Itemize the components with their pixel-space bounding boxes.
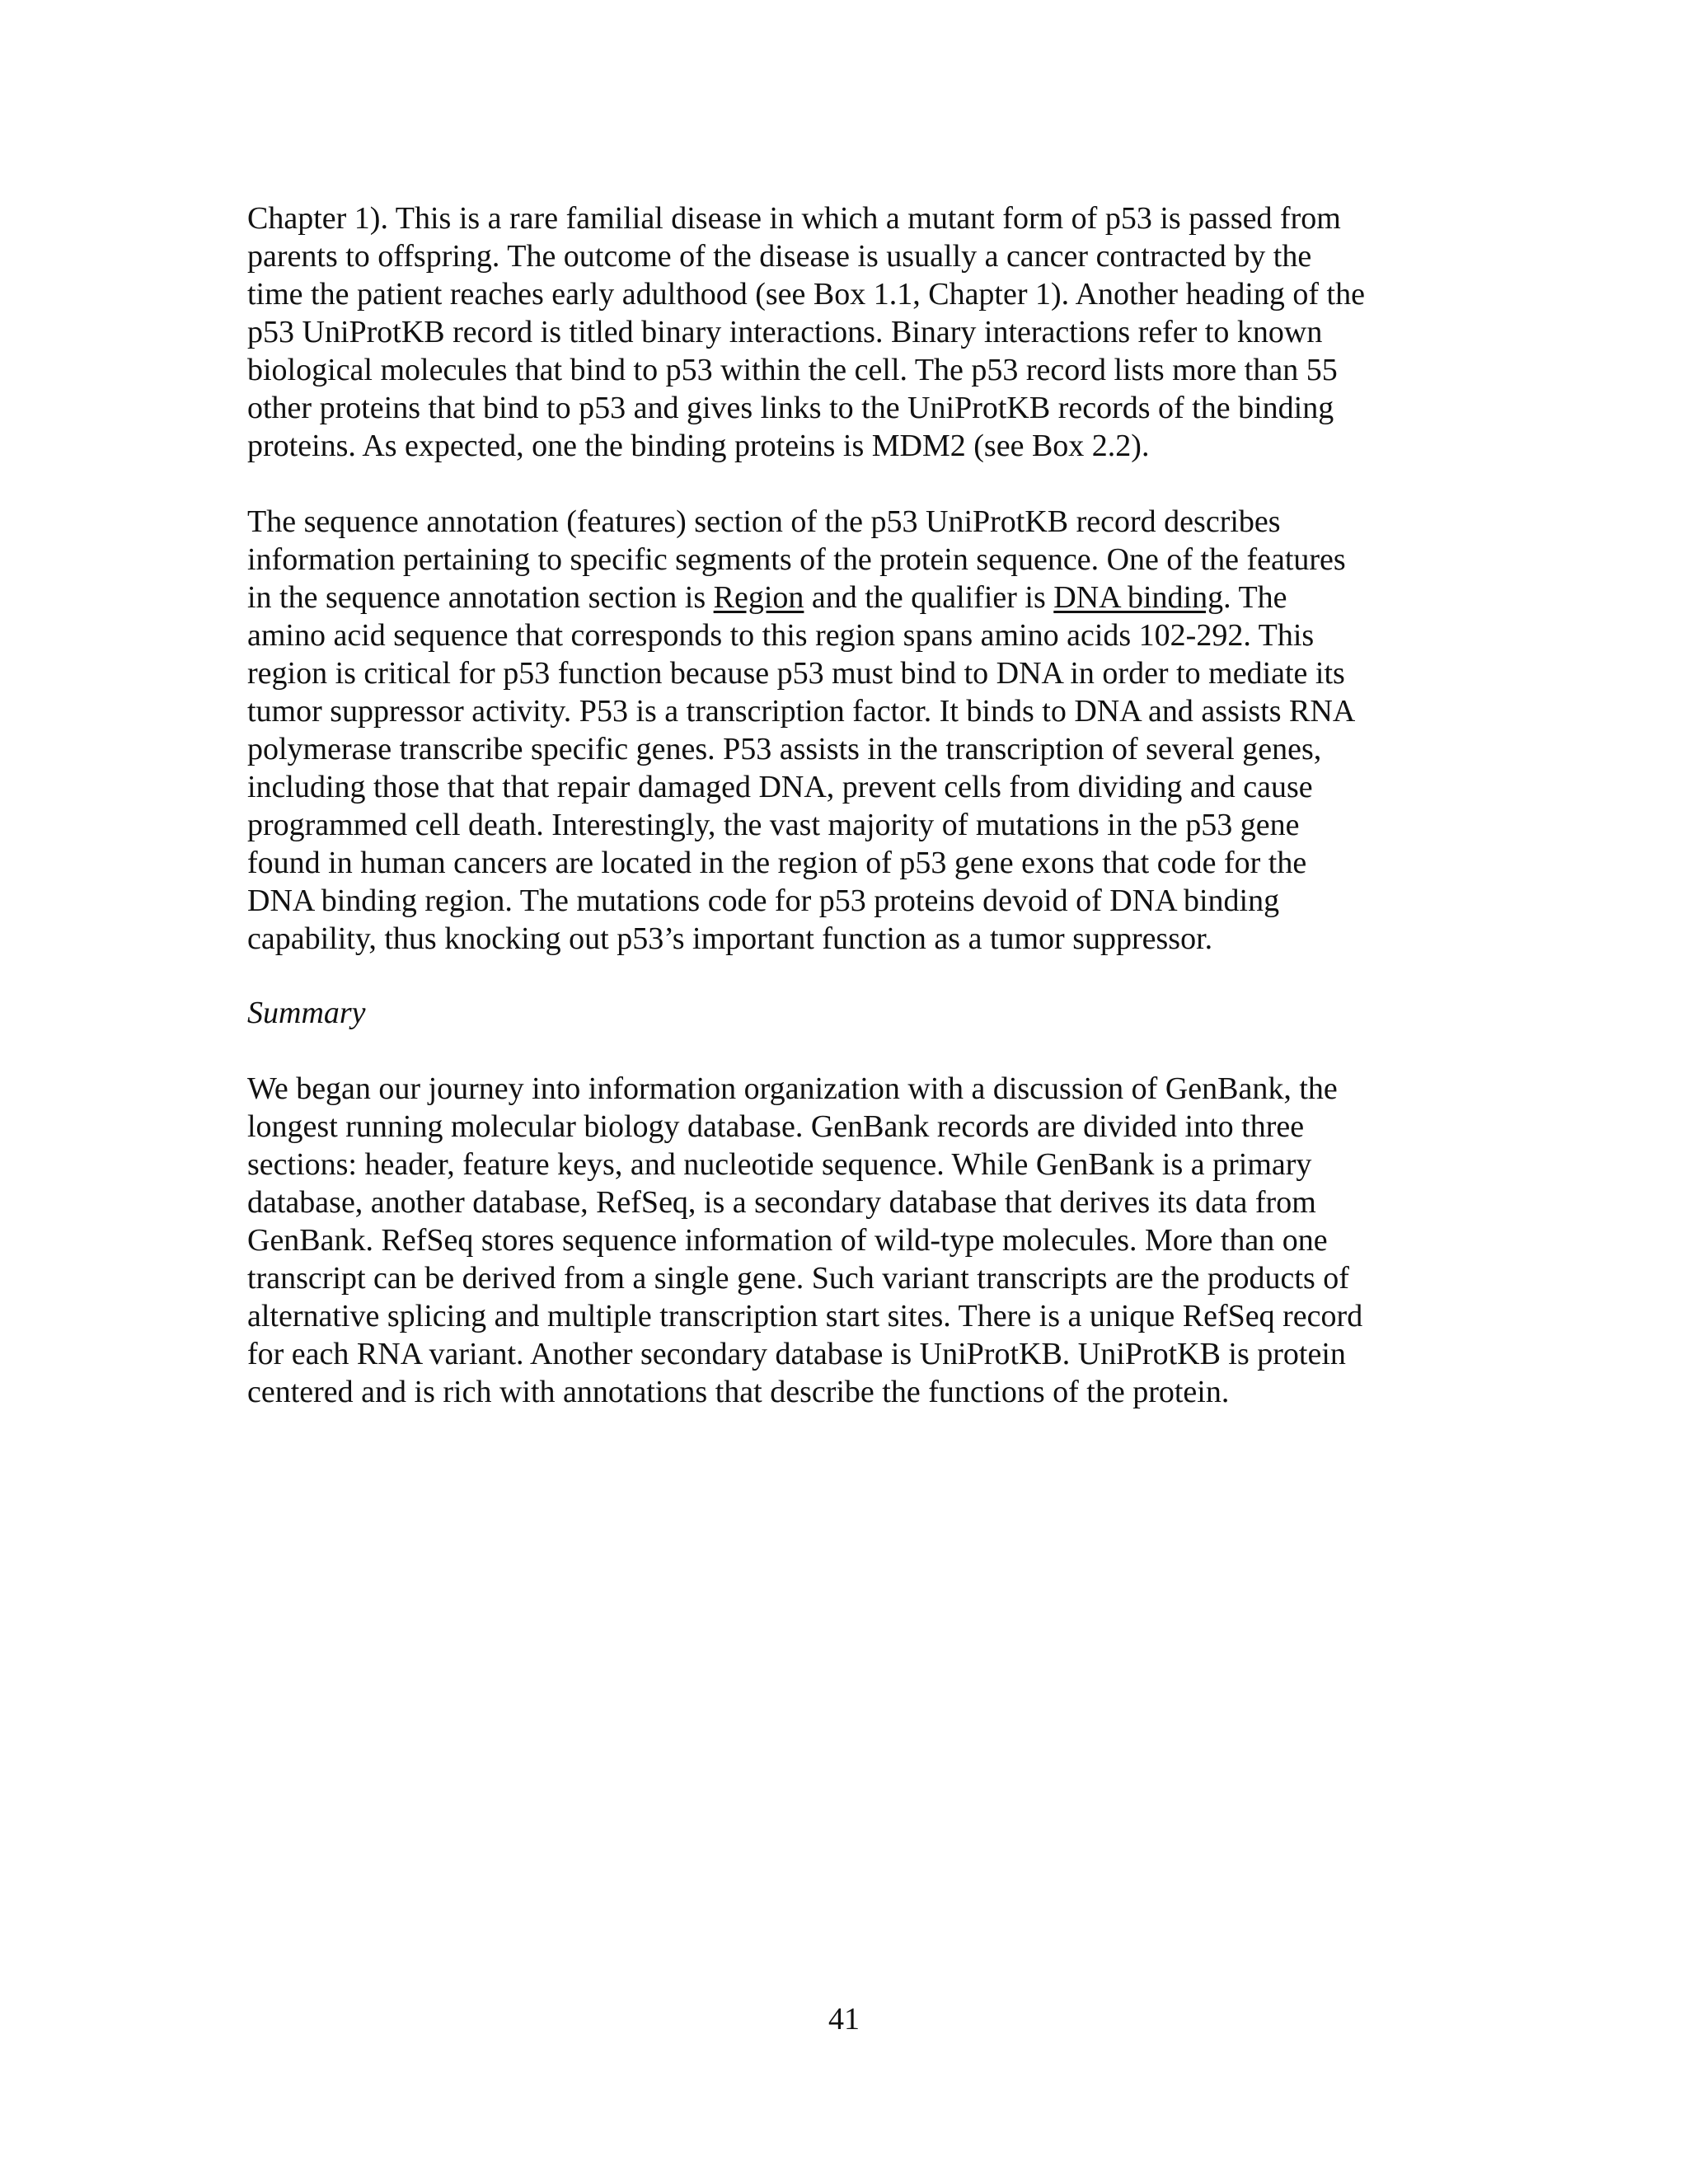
text-line: The sequence annotation (features) section of the p53 UniProtKB record describes	[247, 504, 1281, 539]
text-line: time the patient reaches early adulthood (see Box 1.1, Chapter 1). Another heading of the	[247, 277, 1365, 312]
text-line: p53 UniProtKB record is titled binary interactions. Binary interactions refer to known	[247, 315, 1323, 349]
text-line: sections: header, feature keys, and nucleotide sequence. While GenBank is a primary	[247, 1147, 1312, 1182]
text-line: DNA binding region. The mutations code for p53 proteins devoid of DNA binding	[247, 883, 1280, 918]
text-segment: . The	[1223, 580, 1287, 615]
text-line: region is critical for p53 function because p53 must bind to DNA in order to mediate its	[247, 656, 1345, 691]
text-line: programmed cell death. Interestingly, the vast majority of mutations in the p53 gene	[247, 808, 1300, 842]
text-line: found in human cancers are located in the region of p53 gene exons that code for the	[247, 846, 1307, 880]
text-segment: and the qualifier is	[804, 580, 1054, 615]
section-heading-summary: Summary	[247, 996, 366, 1030]
text-line: parents to offspring. The outcome of the disease is usually a cancer contracted by the	[247, 239, 1312, 274]
text-line: GenBank. RefSeq stores sequence information of wild-type molecules. More than one	[247, 1223, 1328, 1258]
text-line: tumor suppressor activity. P53 is a transcription factor. It binds to DNA and assists RNA	[247, 694, 1356, 729]
underlined-term-region: Region	[713, 580, 804, 615]
paragraph-binary-interactions	[247, 199, 1451, 465]
paragraph-sequence-annotation	[247, 503, 1451, 958]
text-line: transcript can be derived from a single gene. Such variant transcripts are the products of	[247, 1261, 1349, 1296]
text-segment: in the sequence annotation section is	[247, 580, 714, 615]
text-line: biological molecules that bind to p53 within the cell. The p53 record lists more than 55	[247, 353, 1338, 387]
text-line-with-underlines	[247, 579, 1451, 616]
text-line: centered and is rich with annotations that describe the functions of the protein.	[247, 1375, 1230, 1409]
text-line: information pertaining to specific segments of the protein sequence. One of the features	[247, 542, 1346, 577]
text-line: including those that that repair damaged DNA, prevent cells from dividing and cause	[247, 770, 1313, 804]
text-line: We began our journey into information organization with a discussion of GenBank, the	[247, 1071, 1338, 1106]
text-line: for each RNA variant. Another secondary database is UniProtKB. UniProtKB is protein	[247, 1337, 1346, 1371]
paragraph-summary	[247, 1070, 1451, 1411]
text-line: database, another database, RefSeq, is a secondary database that derives its data from	[247, 1185, 1316, 1220]
text-line: proteins. As expected, one the binding proteins is MDM2 (see Box 2.2).	[247, 429, 1150, 463]
text-line: Chapter 1). This is a rare familial disease in which a mutant form of p53 is passed from	[247, 201, 1341, 236]
text-line: alternative splicing and multiple transcription start sites. There is a unique RefSeq record	[247, 1299, 1363, 1333]
page-number: 41	[828, 2002, 860, 2036]
underlined-term-dna-binding: DNA binding	[1053, 580, 1224, 615]
text-line: amino acid sequence that corresponds to this region spans amino acids 102-292. This	[247, 618, 1315, 653]
text-line: longest running molecular biology database. GenBank records are divided into three	[247, 1109, 1305, 1144]
text-line: other proteins that bind to p53 and gives links to the UniProtKB records of the binding	[247, 391, 1334, 425]
text-line: capability, thus knocking out p53’s important function as a tumor suppressor.	[247, 921, 1213, 956]
text-line: polymerase transcribe specific genes. P53 assists in the transcription of several genes,	[247, 732, 1322, 766]
